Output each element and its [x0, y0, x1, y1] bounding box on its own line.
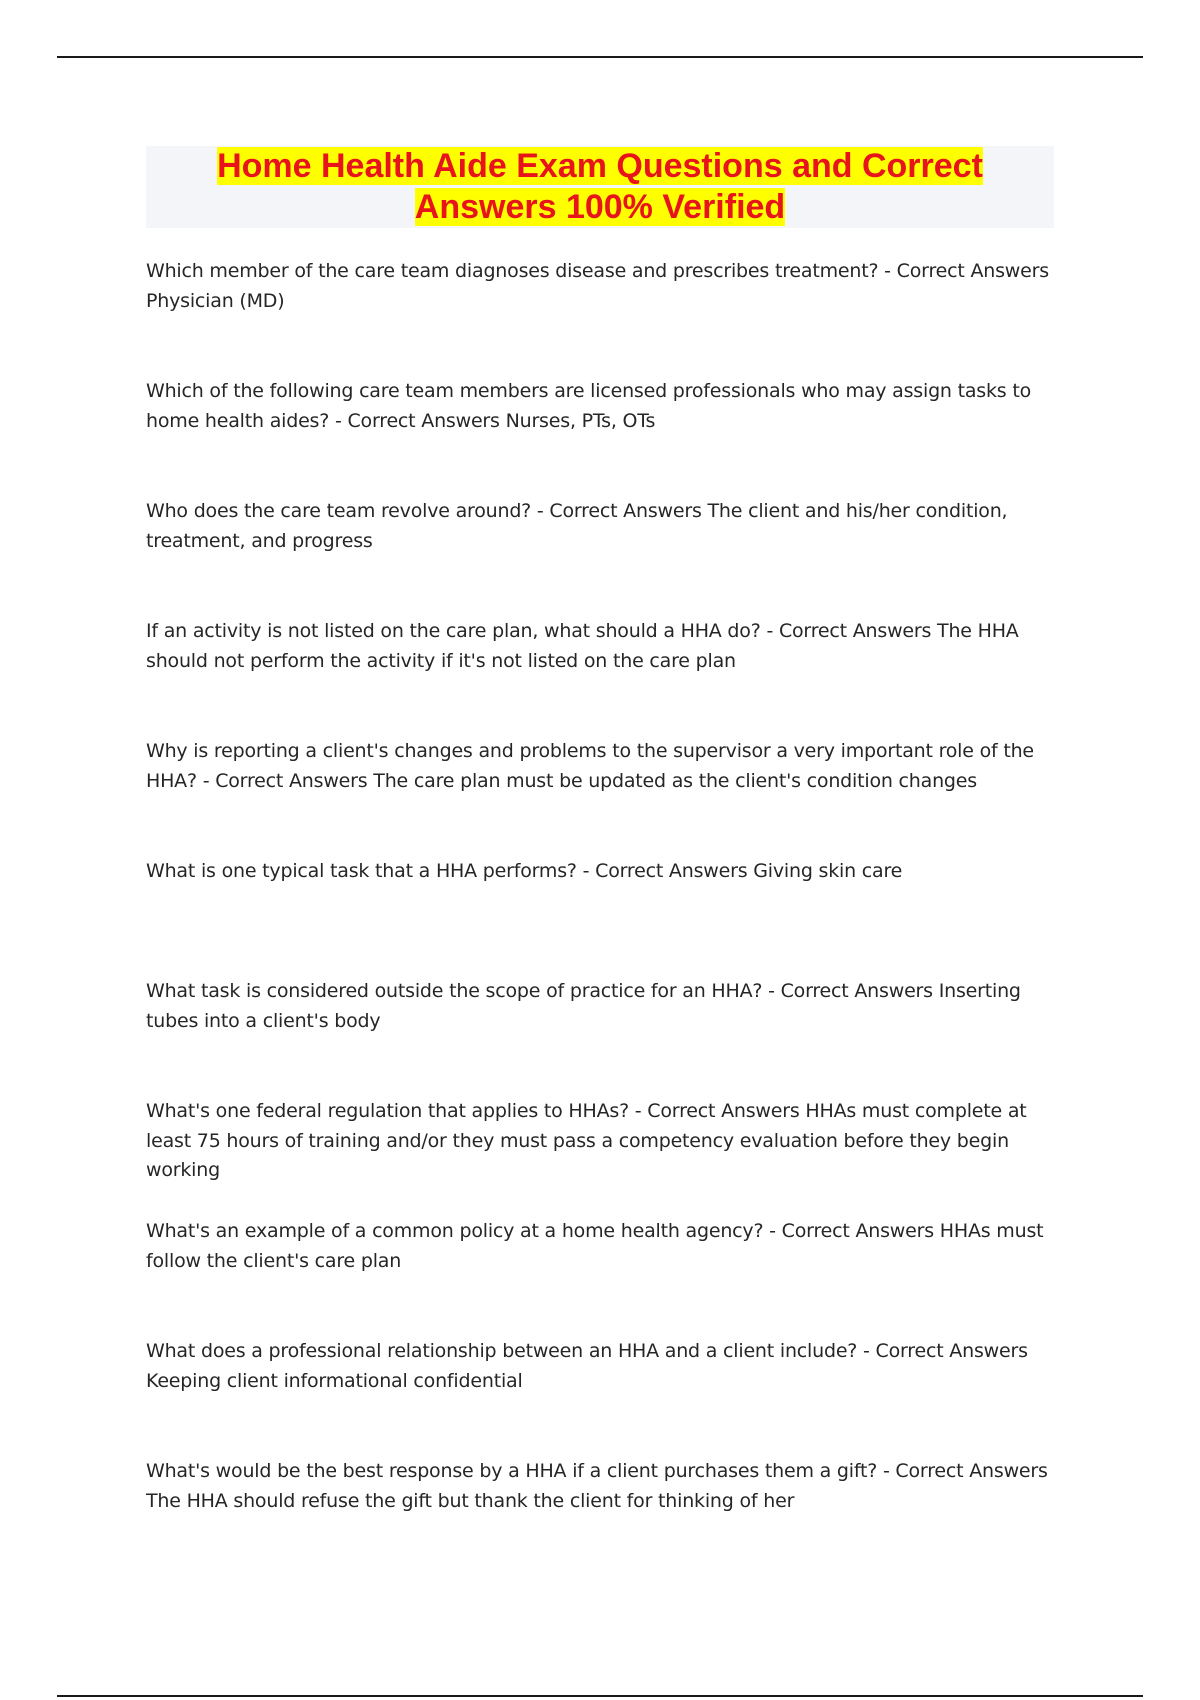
qa-list — [146, 257, 1066, 1577]
title-box — [146, 146, 1054, 228]
qa-item: What is one typical task that a HHA performs? - Correct Answers Giving skin care — [146, 860, 903, 882]
page-title-line-1: Home Health Aide Exam Questions and Correct — [217, 147, 983, 185]
qa-item: Which member of the care team diagnoses disease and prescribes treatment? - Correct Answers Physician (MD) — [146, 260, 1049, 312]
page-title-line-2: Answers 100% Verified — [414, 188, 786, 226]
qa-item: What's an example of a common policy at a home health agency? - Correct Answers HHAs must follow the client's care plan — [146, 1220, 1044, 1272]
qa-item: What task is considered outside the scope of practice for an HHA? - Correct Answers Inserting tubes into a client's body — [146, 980, 1021, 1032]
qa-item: What's one federal regulation that applies to HHAs? - Correct Answers HHAs must complete at least 75 hours of training and/or they must pass a competency evaluation before they begin working — [146, 1100, 1027, 1181]
bottom-rule — [57, 1695, 1143, 1697]
qa-item: Which of the following care team members are licensed professionals who may assign tasks to home health aides? - Correct Answers Nurses, PTs, OTs — [146, 380, 1032, 432]
qa-item: What's would be the best response by a HHA if a client purchases them a gift? - Correct Answers The HHA should refuse the gift but thank the client for thinking of her — [146, 1460, 1048, 1512]
top-rule — [57, 56, 1143, 58]
qa-item: If an activity is not listed on the care plan, what should a HHA do? - Correct Answers The HHA should not perform the activity if it's not listed on the care plan — [146, 620, 1019, 672]
qa-item: What does a professional relationship between an HHA and a client include? - Correct Answers Keeping client informational confidential — [146, 1340, 1028, 1392]
qa-item: Why is reporting a client's changes and problems to the supervisor a very important role of the HHA? - Correct Answers The care plan must be updated as the client's condition changes — [146, 740, 1034, 792]
qa-item: Who does the care team revolve around? - Correct Answers The client and his/her condition, treatment, and progress — [146, 500, 1008, 552]
